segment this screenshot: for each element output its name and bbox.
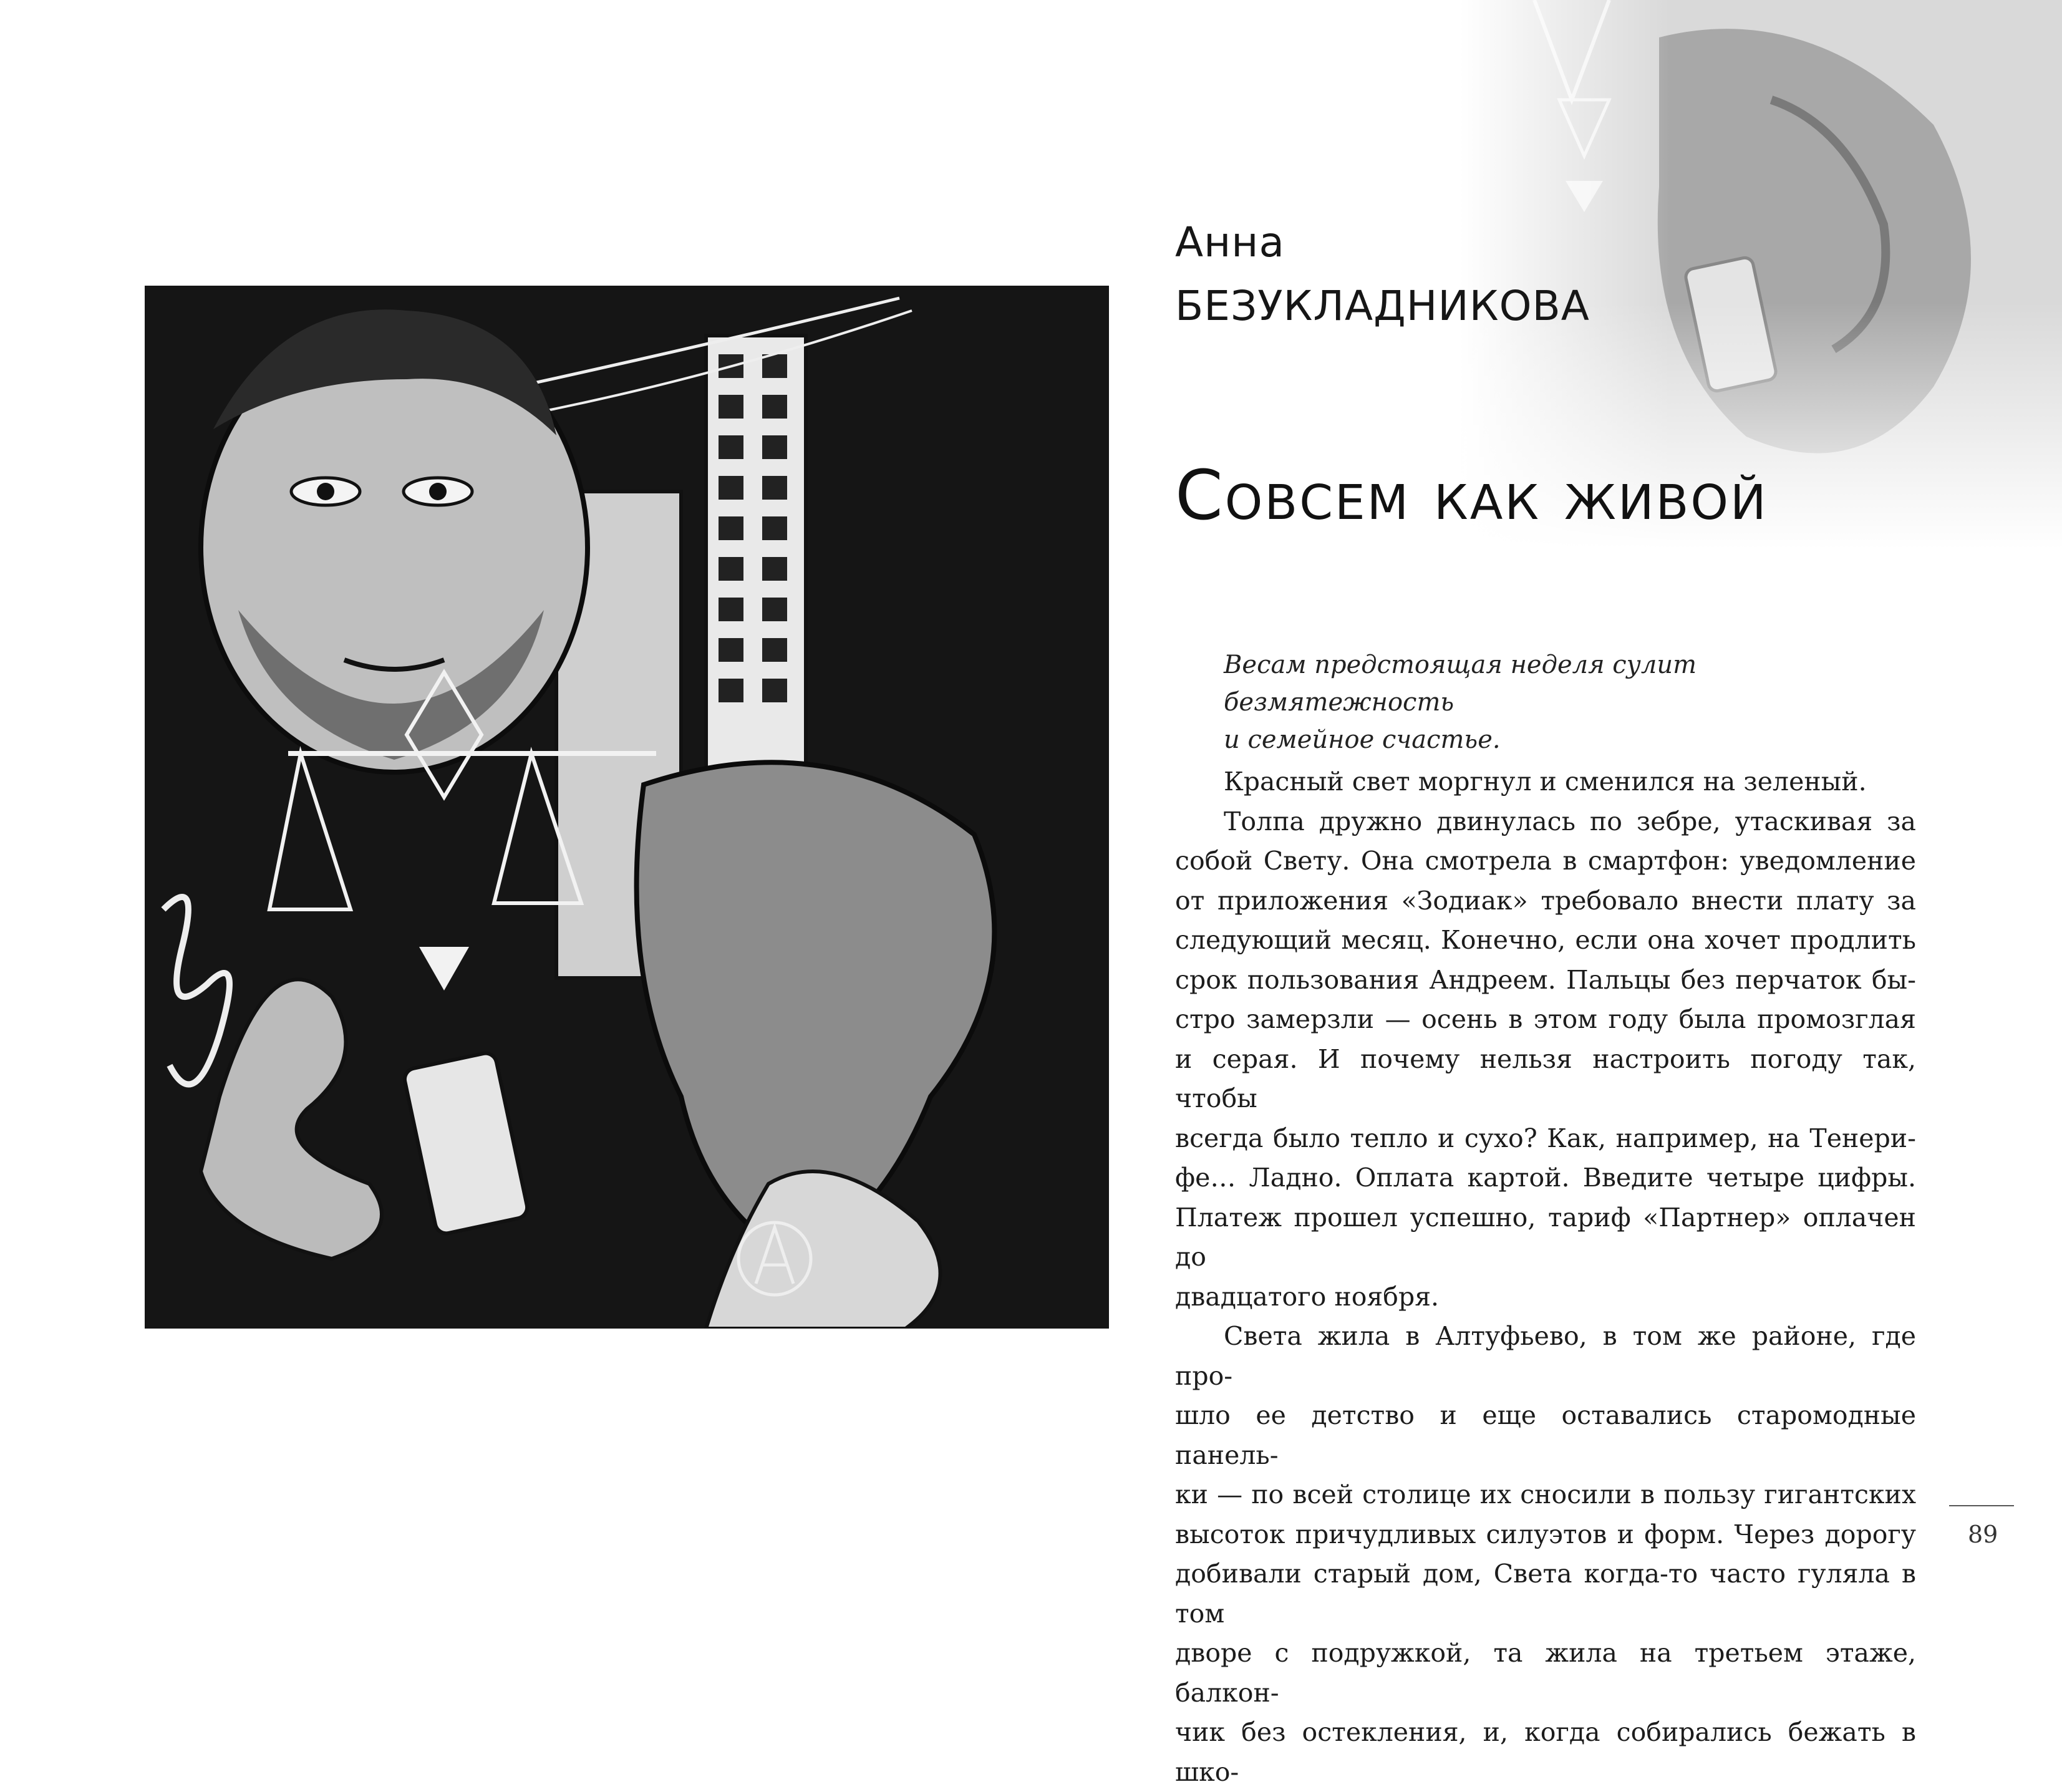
paragraph-2 xyxy=(1175,802,1916,1317)
epigraph-line: Весам предстоящая неделя сулит безмятежность xyxy=(1224,651,1697,717)
text-line: двадцатого ноября. xyxy=(1175,1281,1440,1312)
paragraph-1 xyxy=(1175,762,1916,802)
page-number: 89 xyxy=(1968,1521,1998,1548)
text-line: следующий месяц. Конечно, если она хочет продлить xyxy=(1175,925,1916,955)
story-title: Совсем как живой xyxy=(1175,455,1768,535)
text-line: Толпа дружно двинулась по зебре, утаскивая за xyxy=(1224,806,1916,836)
text-line: дворе с подружкой, та жила на третьем этаже, балкон- xyxy=(1175,1638,1916,1708)
epigraph xyxy=(1224,646,1916,758)
text-line: стро замерзли — осень в этом году была промозглая xyxy=(1175,1004,1916,1034)
text-line: высоток причудливых силуэтов и форм. Через дорогу xyxy=(1175,1519,1916,1549)
story-illustration xyxy=(145,286,1109,1329)
story-body xyxy=(1175,762,1916,1792)
text-line: Платеж прошел успешно, тариф «Партнер» оплачен до xyxy=(1175,1202,1916,1272)
author-first-name: Анна xyxy=(1175,218,1285,266)
text-line: собой Свету. Она смотрела в смартфон: уведомление xyxy=(1175,846,1916,876)
text-line: чик без остекления, и, когда собирались бежать в шко- xyxy=(1175,1717,1916,1787)
text-line: ки — по всей столице их сносили в пользу гигантских xyxy=(1175,1480,1916,1509)
text-line: от приложения «Зодиак» требовало внести плату за xyxy=(1175,885,1916,916)
author-last-name: БЕЗУКЛАДНИКОВА xyxy=(1175,282,1590,330)
text-line: шло ее детство и еще оставались старомодные панель- xyxy=(1175,1400,1916,1470)
text-line: добивали старый дом, Света когда-то часто гуляла в том xyxy=(1175,1559,1916,1629)
paragraph-3 xyxy=(1175,1317,1916,1792)
text-line: фе… Ладно. Оплата картой. Введите четыре цифры. xyxy=(1175,1163,1916,1193)
text-line: срок пользования Андреем. Пальцы без перчаток бы- xyxy=(1175,964,1916,995)
epigraph-line: и семейное счастье. xyxy=(1224,725,1501,754)
illustration-drawing xyxy=(145,286,1109,1329)
text-line: Красный свет моргнул и сменился на зеленый. xyxy=(1224,767,1867,797)
text-line: и серая. И почему нельзя настроить погоду так, чтобы xyxy=(1175,1044,1916,1113)
text-line: Света жила в Алтуфьево, в том же районе, где про- xyxy=(1175,1321,1916,1391)
page-number-rule xyxy=(1949,1505,2014,1506)
text-line: всегда было тепло и сухо? Как, например, на Тенери- xyxy=(1175,1123,1916,1153)
